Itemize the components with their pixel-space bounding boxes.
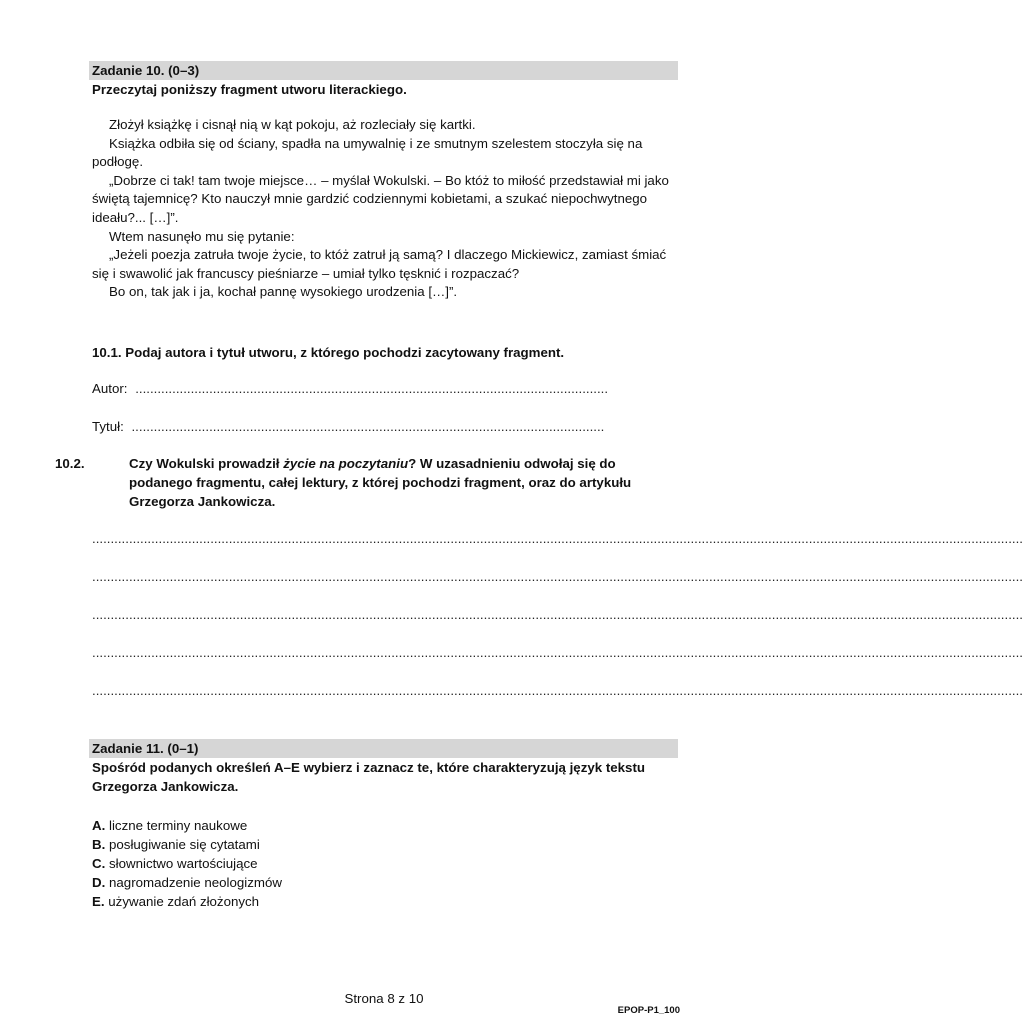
author-answer-line[interactable] xyxy=(92,380,609,398)
answer-line[interactable]: ............................................................................................................................................................................................................................................................ xyxy=(92,683,1023,698)
option-text: liczne terminy naukowe xyxy=(109,818,248,833)
title-answer-line[interactable] xyxy=(92,418,605,436)
option-letter: E. xyxy=(92,894,105,909)
option-text: posługiwanie się cytatami xyxy=(109,837,260,852)
title-answer-field[interactable]: ................................................................................................................................ xyxy=(131,419,605,434)
exam-code: EPOP-P1_100 xyxy=(617,1005,680,1016)
task-10-header: Zadanie 10. (0–3) xyxy=(89,61,678,80)
option-c[interactable] xyxy=(92,854,492,873)
option-letter: B. xyxy=(92,837,106,852)
question-text-end: ? W uzasadnieniu odwołaj się do podanego fragmentu, całej lektury, z której pochodzi fragment, oraz do artykułu Grzegorza Jankowicza. xyxy=(129,456,632,509)
option-text: słownictwo wartościujące xyxy=(109,856,258,871)
task-11-header: Zadanie 11. (0–1) xyxy=(89,739,678,758)
answer-line[interactable]: ............................................................................................................................................................................................................................................................ xyxy=(92,607,1023,622)
author-answer-field[interactable]: ................................................................................................................................ xyxy=(135,381,609,396)
question-10-1 xyxy=(92,343,682,362)
question-text-start: Czy Wokulski prowadził xyxy=(129,456,284,471)
author-label: Autor: xyxy=(92,381,128,396)
answer-line[interactable]: ............................................................................................................................................................................................................................................................ xyxy=(92,645,1023,660)
option-letter: C. xyxy=(92,856,106,871)
option-letter: D. xyxy=(92,875,106,890)
question-text-italic: życie na poczytaniu xyxy=(283,456,409,471)
option-e[interactable] xyxy=(92,892,492,911)
passage-paragraph: „Dobrze ci tak! tam twoje miejsce… – myślał Wokulski. – Bo któż to miłość przedstawiał mi jako świętą tajemnicę? Kto nauczył mnie gardzić codziennymi kobietami, a szukać niepochwytnego ideału?... […]”. xyxy=(92,172,669,225)
question-10-2 xyxy=(55,454,682,511)
option-letter: A. xyxy=(92,818,106,833)
option-b[interactable] xyxy=(92,835,492,854)
question-number: 10.2. xyxy=(55,456,85,471)
option-d[interactable] xyxy=(92,873,492,892)
task-10-instruction: Przeczytaj poniższy fragment utworu literackiego. xyxy=(92,82,407,97)
question-text: Podaj autora i tytuł utworu, z którego pochodzi zacytowany fragment. xyxy=(125,345,565,360)
passage-paragraph: Bo on, tak jak i ja, kochał pannę wysokiego urodzenia […]”. xyxy=(109,284,458,300)
answer-line[interactable]: ............................................................................................................................................................................................................................................................ xyxy=(92,531,1023,546)
task-11-instruction: Spośród podanych określeń A–E wybierz i zaznacz te, które charakteryzują język tekstu Grzegorza Jankowicza. xyxy=(92,760,646,794)
option-text: używanie zdań złożonych xyxy=(108,894,260,909)
title-label: Tytuł: xyxy=(92,419,124,434)
passage-paragraph: Wtem nasunęło mu się pytanie: xyxy=(109,228,295,244)
passage-paragraph: „Jeżeli poezja zatruła twoje życie, to któż zatruł ją samą? I dlaczego Mickiewicz, zamiast śmiać się i swawolić jak francuscy pieśniarze – umiał tylko tęsknić i rozpaczać? xyxy=(92,247,667,281)
page-number: Strona 8 z 10 xyxy=(344,991,424,1006)
passage-paragraph: Książka odbiła się od ściany, spadła na umywalnię i ze smutnym szelestem stoczyła się na podłogę. xyxy=(92,135,643,170)
answer-line[interactable]: ............................................................................................................................................................................................................................................................ xyxy=(92,569,1023,584)
answer-options xyxy=(92,816,492,911)
passage-paragraph: Złożył książkę i cisnął nią w kąt pokoju, aż rozleciały się kartki. xyxy=(109,117,476,132)
option-text: nagromadzenie neologizmów xyxy=(109,875,282,890)
option-a[interactable] xyxy=(92,816,492,835)
literary-passage xyxy=(92,116,682,302)
question-number: 10.1. xyxy=(92,345,122,360)
